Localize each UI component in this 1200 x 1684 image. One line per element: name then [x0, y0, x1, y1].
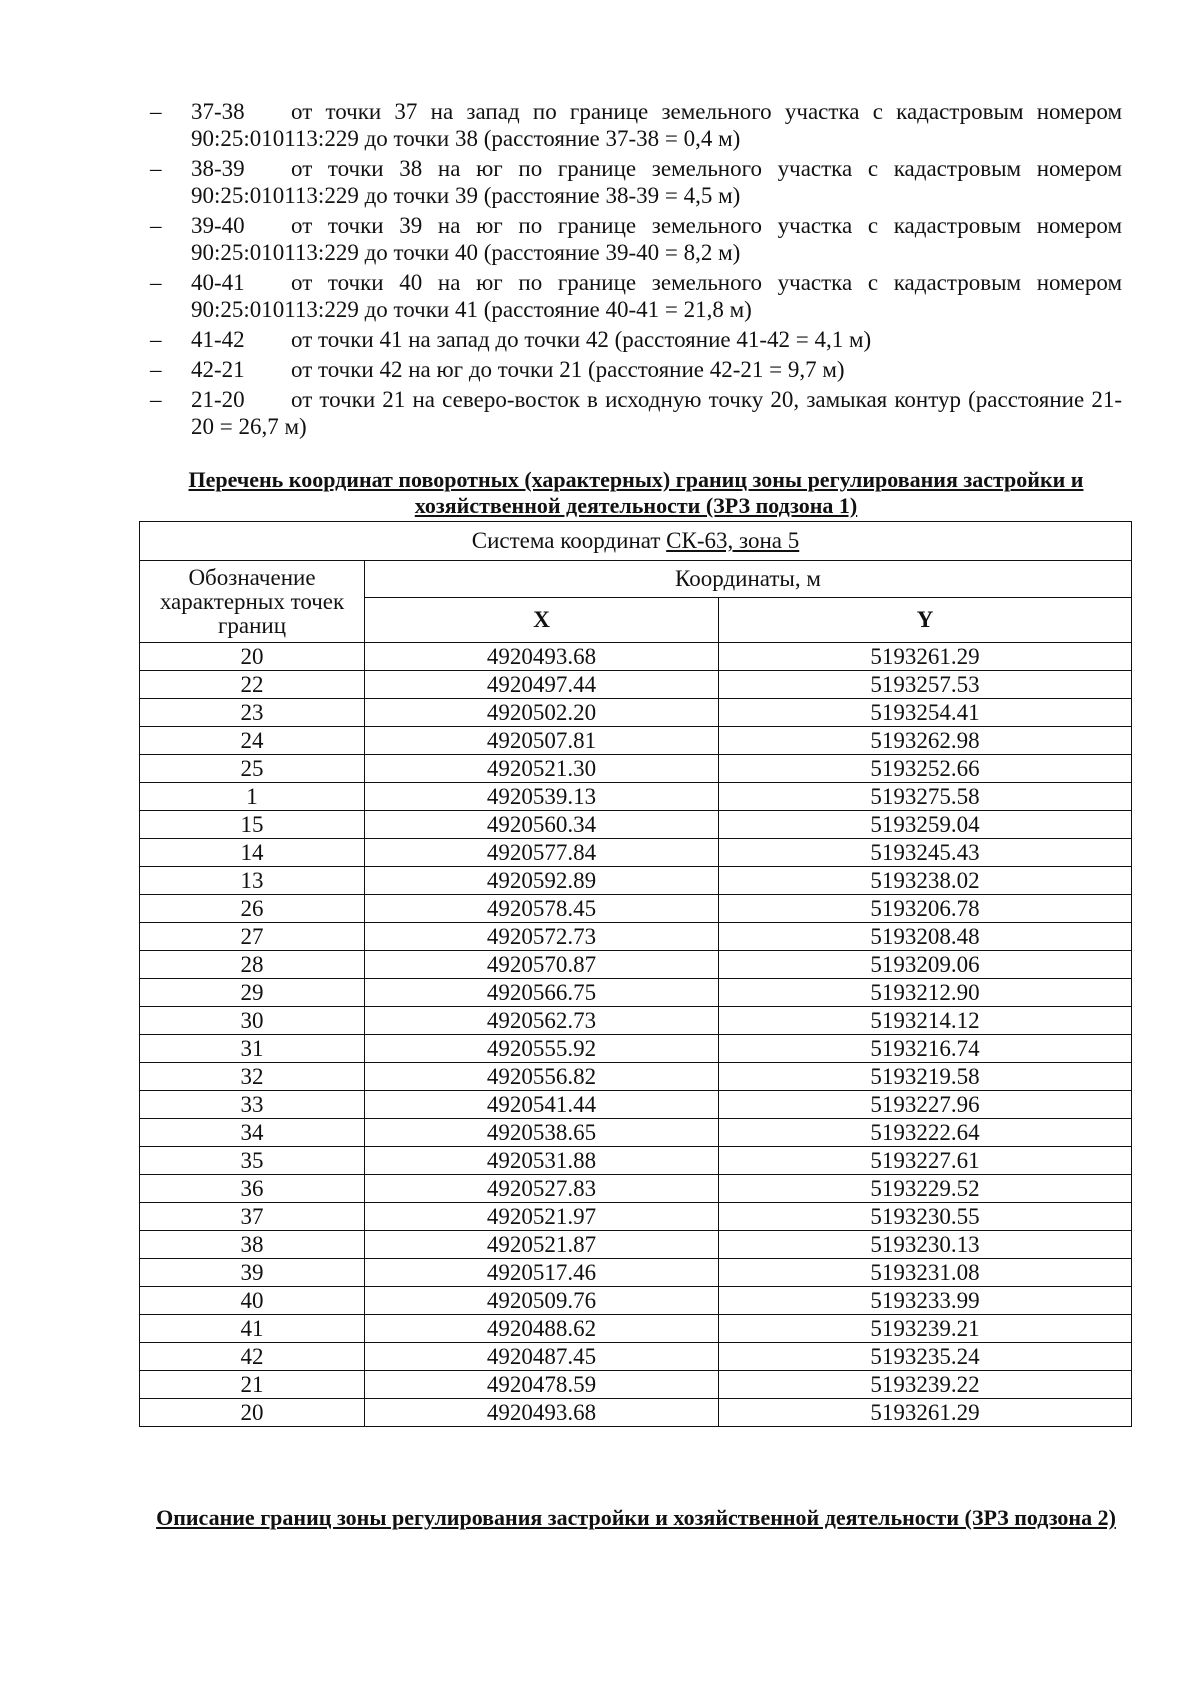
table-row [140, 699, 1132, 727]
boundary-segment [150, 212, 1122, 266]
x-cell: 4920478.59 [365, 1371, 719, 1399]
boundary-segment [150, 98, 1122, 152]
x-cell: 4920488.62 [365, 1315, 719, 1343]
table-row [140, 1287, 1132, 1315]
y-cell: 5193227.96 [719, 1091, 1132, 1119]
x-cell: 4920538.65 [365, 1119, 719, 1147]
y-cell: 5193212.90 [719, 979, 1132, 1007]
x-cell: 4920521.97 [365, 1203, 719, 1231]
x-cell: 4920521.87 [365, 1231, 719, 1259]
point-cell: 21 [140, 1371, 365, 1399]
boundary-segment [150, 356, 1122, 383]
coordinate-system-name: СК-63, зона 5 [666, 528, 800, 553]
y-cell: 5193261.29 [719, 1399, 1132, 1427]
y-cell: 5193254.41 [719, 699, 1132, 727]
segment-description: от точки 38 на юг по границе земельного участка с кадастровым номером 90:25:010113:229 до точки 39 (расстояние 38-39 = 4,5 м) [191, 156, 1122, 208]
x-cell: 4920555.92 [365, 1035, 719, 1063]
table-row [140, 951, 1132, 979]
list-dash: – [150, 387, 162, 412]
segment-id: 41-42 [191, 327, 245, 352]
table-row [140, 1399, 1132, 1427]
y-cell: 5193233.99 [719, 1287, 1132, 1315]
y-cell: 5193275.58 [719, 783, 1132, 811]
point-cell: 27 [140, 923, 365, 951]
boundary-segment-list [150, 98, 1122, 443]
x-cell: 4920562.73 [365, 1007, 719, 1035]
y-cell: 5193239.21 [719, 1315, 1132, 1343]
table-row [140, 1315, 1132, 1343]
list-dash: – [150, 156, 162, 181]
point-cell: 31 [140, 1035, 365, 1063]
y-cell: 5193230.13 [719, 1231, 1132, 1259]
y-cell: 5193259.04 [719, 811, 1132, 839]
table-row [140, 895, 1132, 923]
point-cell: 37 [140, 1203, 365, 1231]
segment-description: от точки 39 на юг по границе земельного участка с кадастровым номером 90:25:010113:229 до точки 40 (расстояние 39-40 = 8,2 м) [191, 213, 1122, 265]
list-dash: – [150, 357, 162, 382]
point-cell: 33 [140, 1091, 365, 1119]
y-cell: 5193216.74 [719, 1035, 1132, 1063]
table-row [140, 1231, 1132, 1259]
list-dash: – [150, 99, 162, 124]
point-cell: 29 [140, 979, 365, 1007]
table-row [140, 1343, 1132, 1371]
x-cell: 4920566.75 [365, 979, 719, 1007]
point-cell: 22 [140, 671, 365, 699]
table-row [140, 783, 1132, 811]
point-cell: 23 [140, 699, 365, 727]
x-cell: 4920592.89 [365, 867, 719, 895]
table-row [140, 839, 1132, 867]
table-row [140, 671, 1132, 699]
table-row [140, 1035, 1132, 1063]
x-cell: 4920517.46 [365, 1259, 719, 1287]
list-dash: – [150, 213, 162, 238]
table-row [140, 811, 1132, 839]
list-dash: – [150, 327, 162, 352]
point-cell: 34 [140, 1119, 365, 1147]
segment-id: 38-39 [191, 156, 245, 181]
x-cell: 4920502.20 [365, 699, 719, 727]
y-column-header: Y [719, 598, 1132, 643]
y-cell: 5193261.29 [719, 643, 1132, 671]
x-cell: 4920507.81 [365, 727, 719, 755]
x-cell: 4920578.45 [365, 895, 719, 923]
segment-description: от точки 37 на запад по границе земельного участка с кадастровым номером 90:25:010113:229 до точки 38 (расстояние 37-38 = 0,4 м) [191, 99, 1122, 151]
x-cell: 4920560.34 [365, 811, 719, 839]
x-cell: 4920556.82 [365, 1063, 719, 1091]
point-cell: 15 [140, 811, 365, 839]
x-column-header: X [365, 598, 719, 643]
table-row [140, 1175, 1132, 1203]
x-cell: 4920493.68 [365, 643, 719, 671]
table-row [140, 1063, 1132, 1091]
y-cell: 5193239.22 [719, 1371, 1132, 1399]
x-cell: 4920572.73 [365, 923, 719, 951]
point-cell: 20 [140, 1399, 365, 1427]
table-row [140, 1007, 1132, 1035]
segment-id: 39-40 [191, 213, 245, 238]
x-cell: 4920577.84 [365, 839, 719, 867]
x-cell: 4920497.44 [365, 671, 719, 699]
table-row [140, 923, 1132, 951]
x-cell: 4920527.83 [365, 1175, 719, 1203]
y-cell: 5193238.02 [719, 867, 1132, 895]
table-row [140, 1091, 1132, 1119]
list-dash: – [150, 270, 162, 295]
point-cell: 26 [140, 895, 365, 923]
boundary-segment [150, 326, 1122, 353]
point-cell: 30 [140, 1007, 365, 1035]
segment-id: 40-41 [191, 270, 245, 295]
point-cell: 35 [140, 1147, 365, 1175]
y-cell: 5193222.64 [719, 1119, 1132, 1147]
segment-description: от точки 21 на северо-восток в исходную точку 20, замыкая контур (расстояние 21-20 = 26,7 м) [191, 387, 1122, 439]
point-cell: 41 [140, 1315, 365, 1343]
boundary-segment [150, 155, 1122, 209]
x-cell: 4920509.76 [365, 1287, 719, 1315]
point-column-header: Обозначение характерных точек границ [140, 561, 365, 643]
segment-id: 42-21 [191, 357, 245, 382]
coordinates-column-header: Координаты, м [365, 561, 1132, 598]
x-cell: 4920531.88 [365, 1147, 719, 1175]
segment-description: от точки 41 на запад до точки 42 (расстояние 41-42 = 4,1 м) [291, 327, 872, 352]
y-cell: 5193229.52 [719, 1175, 1132, 1203]
table-row [140, 1259, 1132, 1287]
coordinate-system-cell [140, 522, 1132, 561]
point-cell: 20 [140, 643, 365, 671]
y-cell: 5193235.24 [719, 1343, 1132, 1371]
y-cell: 5193230.55 [719, 1203, 1132, 1231]
segment-id: 21-20 [191, 387, 245, 412]
point-cell: 24 [140, 727, 365, 755]
point-cell: 25 [140, 755, 365, 783]
table-row [140, 727, 1132, 755]
x-cell: 4920539.13 [365, 783, 719, 811]
x-cell: 4920570.87 [365, 951, 719, 979]
table-row [140, 1371, 1132, 1399]
x-cell: 4920541.44 [365, 1091, 719, 1119]
y-cell: 5193208.48 [719, 923, 1132, 951]
y-cell: 5193214.12 [719, 1007, 1132, 1035]
table-header-row [140, 561, 1132, 598]
y-cell: 5193257.53 [719, 671, 1132, 699]
x-cell: 4920493.68 [365, 1399, 719, 1427]
coordinate-system-prefix: Система координат [471, 528, 667, 553]
table-row [140, 1119, 1132, 1147]
table-row [140, 1147, 1132, 1175]
x-cell: 4920521.30 [365, 755, 719, 783]
point-cell: 32 [140, 1063, 365, 1091]
point-cell: 28 [140, 951, 365, 979]
y-cell: 5193252.66 [719, 755, 1132, 783]
boundary-segment [150, 269, 1122, 323]
y-cell: 5193245.43 [719, 839, 1132, 867]
y-cell: 5193231.08 [719, 1259, 1132, 1287]
y-cell: 5193262.98 [719, 727, 1132, 755]
table-row [140, 755, 1132, 783]
table-header-row [140, 522, 1132, 561]
y-cell: 5193206.78 [719, 895, 1132, 923]
coordinates-table [139, 521, 1132, 1427]
y-cell: 5193209.06 [719, 951, 1132, 979]
table-row [140, 643, 1132, 671]
y-cell: 5193227.61 [719, 1147, 1132, 1175]
point-cell: 1 [140, 783, 365, 811]
x-cell: 4920487.45 [365, 1343, 719, 1371]
point-cell: 40 [140, 1287, 365, 1315]
segment-id: 37-38 [191, 99, 245, 124]
point-cell: 39 [140, 1259, 365, 1287]
table-row [140, 1203, 1132, 1231]
point-cell: 36 [140, 1175, 365, 1203]
point-cell: 13 [140, 867, 365, 895]
segment-description: от точки 40 на юг по границе земельного участка с кадастровым номером 90:25:010113:229 до точки 41 (расстояние 40-41 = 21,8 м) [191, 270, 1122, 322]
y-cell: 5193219.58 [719, 1063, 1132, 1091]
point-cell: 14 [140, 839, 365, 867]
zone-2-description-heading: Описание границ зоны регулирования застройки и хозяйственной деятельности (ЗРЗ подзона 2) [156, 1505, 1116, 1530]
point-cell: 42 [140, 1343, 365, 1371]
segment-description: от точки 42 на юг до точки 21 (расстояние 42-21 = 9,7 м) [291, 357, 845, 382]
point-cell: 38 [140, 1231, 365, 1259]
table-row [140, 867, 1132, 895]
coordinates-list-heading: Перечень координат поворотных (характерных) границ зоны регулирования застройки и хозяйственной деятельности (ЗРЗ подзона 1) [188, 467, 1084, 518]
table-row [140, 979, 1132, 1007]
boundary-segment [150, 386, 1122, 440]
